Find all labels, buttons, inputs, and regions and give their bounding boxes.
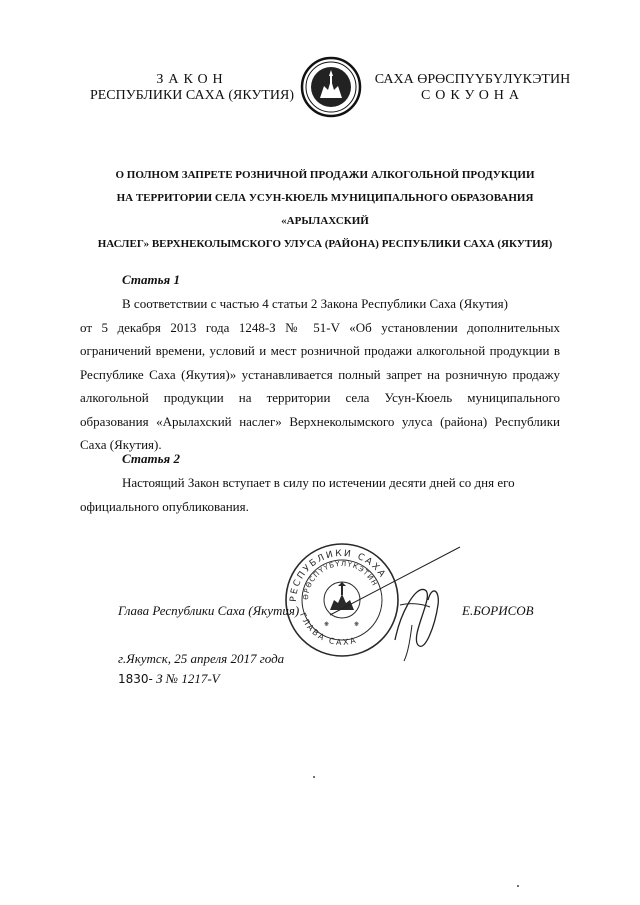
title-line2: НА ТЕРРИТОРИИ СЕЛА УСУН-КЮЕЛЬ МУНИЦИПАЛЬНОГО ОБРАЗОВАНИЯ «АРЫЛАХСКИЙ — [116, 192, 534, 227]
handwritten-signature — [300, 545, 470, 665]
coat-of-arms-icon — [300, 56, 362, 118]
article-2-rest: официального опубликования. — [80, 498, 249, 514]
registration-number-prefix: 1830- — [118, 672, 153, 686]
header-left — [72, 72, 312, 104]
scan-speck — [313, 776, 315, 778]
header-right-line1: САХА ӨРӨСПҮҮБҮЛҮКЭТИН — [374, 72, 571, 87]
place-date: г.Якутск, 25 апреля 2017 года — [118, 651, 285, 666]
svg-text:❋: ❋ — [354, 622, 360, 628]
header-left-line1: ЗАКОН — [156, 72, 228, 87]
header-right-line2: СОКУОНА — [420, 88, 525, 103]
header-right — [360, 72, 585, 104]
title-line3: НАСЛЕГ» ВЕРХНЕКОЛЫМСКОГО УЛУСА (РАЙОНА) РЕСПУБЛИКИ САХА (ЯКУТИЯ) — [97, 238, 553, 250]
seal-text-top: РЕСПУБЛИКИ САХА — [288, 548, 388, 603]
header-left-line2: РЕСПУБЛИКИ САХА (ЯКУТИЯ) — [89, 88, 295, 103]
seal-text-bottom: ГЛАВА САХА — [298, 611, 359, 648]
title-line1: О ПОЛНОМ ЗАПРЕТЕ РОЗНИЧНОЙ ПРОДАЖИ АЛКОГОЛЬНОЙ ПРОДУКЦИИ — [115, 169, 535, 181]
svg-text:❋: ❋ — [324, 622, 330, 628]
registration-number — [118, 671, 220, 687]
signatory-name: Е.БОРИСОВ — [462, 603, 534, 618]
seal-text-mid: ӨРӨСПҮҮБҮЛҮКЭТИН — [301, 559, 379, 601]
article-1-rest: от 5 декабря 2013 года 1248-З № 51-V «Об установлении дополнительных ограничений времени, условий и мест розничной продажи алкогольной продукции в Республике Саха (Якутия)» устанавливается полный запрет на розничную продажу алкогольной продукции на территории села Усун-Кюель муниципального образования «Арылахский наслег» Верхнеколымского улуса (района) Республики Саха (Якутия). — [80, 319, 560, 452]
law-title — [80, 164, 570, 256]
article-1-heading: Статья 1 — [122, 272, 180, 287]
article-1-text — [80, 292, 560, 457]
article-2-text — [80, 471, 560, 518]
article-2-first-line: Настоящий Закон вступает в силу по истечении десяти дней со дня его — [122, 475, 515, 490]
article-2-heading: Статья 2 — [122, 451, 180, 466]
registration-number-suffix: З № 1217-V — [156, 671, 220, 686]
scan-speck — [517, 885, 519, 887]
article-1-first-line: В соответствии с частью 4 статьи 2 Закона Республики Саха (Якутия) — [122, 296, 508, 311]
signatory-position: Глава Республики Саха (Якутия) — [118, 603, 300, 618]
